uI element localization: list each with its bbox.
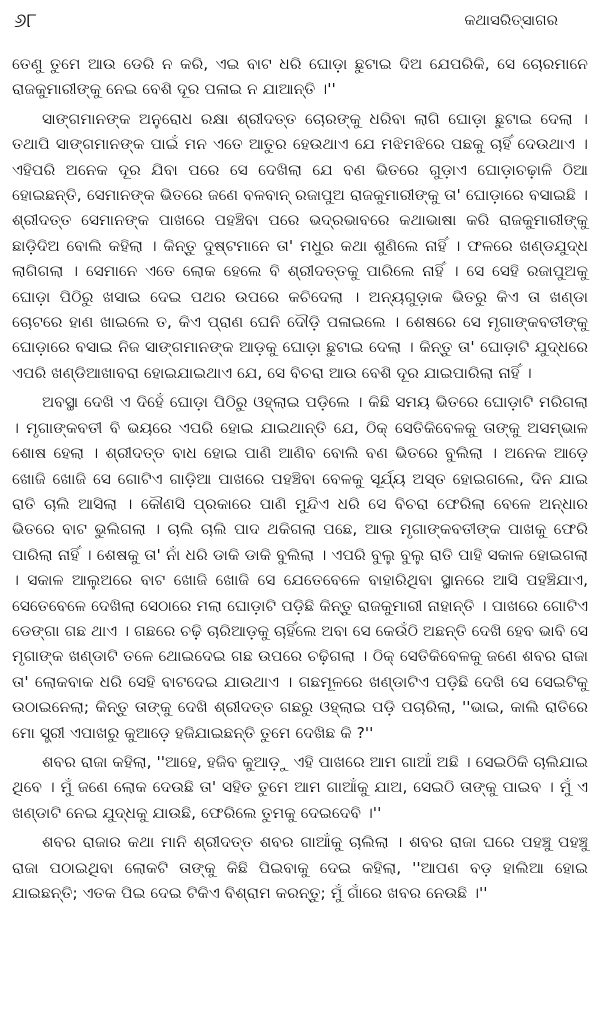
page-number: ୬୮ bbox=[14, 8, 37, 32]
page-header bbox=[12, 0, 588, 40]
paragraph: ଅବସ୍ଥା ଦେଖି ଏ ଦିହେଁ ଘୋଡ଼ା ପିଠିରୁ ଓହ୍ଲାଇ ପଡ଼ିଲେ । କିଛି ସମୟ ଭିତରେ ଘୋଡ଼ାଟି ମରିଗଲା । ମୃଗାଙ୍କବତୀ ବି ଭୟରେ ଏପରି ହୋଇ ଯାଇଥାନ୍ତି ଯେ, ଠିକ୍ ସେତିକିବେଳକୁ ତାଙ୍କୁ ଅସମ୍ଭାଳ ଶୋଷ ହେଲା । ଶ୍ରୀଦତ୍ତ ବାଧ ହୋଇ ପାଣି ଆଣିବ ବୋଲି ବଣ ଭିତରେ ବୁଲିଲା । ଅନେକ ଆଡ଼େ ଖୋଜି ଖୋଜି ସେ ଗୋଟିଏ ଗାଡ଼ିଆ ପାଖରେ ପହଞ୍ଚିବା ବେଳକୁ ସୂର୍ଯ୍ୟ ଅସ୍ତ ହୋଇଗଲେ, ଦିନ ଯାଇ ରାତି ଚାଲି ଆସିଲା । କୌଣସି ପ୍ରକାରେ ପାଣି ମୁନ୍ଦିଏ ଧରି ସେ ବିଚରା ଫେରିଲା ବେଳେ ଅନ୍ଧାର ଭିତରେ ବାଟ ଭୁଲିଗଲା । ଚାଲି ଚାଲି ପାଦ ଥକିଗଲା ପଛେ, ଆଉ ମୃଗାଙ୍କବତୀଙ୍କ ପାଖକୁ ଫେରି ପାରିଲା ନାହିଁ । ଶେଷକୁ ତା' ନାଁ ଧରି ଡାକି ଡାକି ବୁଲିଲା । ଏପରି ବୁଲୁ ବୁଲୁ ରାତି ପାହି ସକାଳ ହୋଇଗଲା । ସକାଳ ଆଲୁଅରେ ବାଟ ଖୋଜି ଖୋଜି ସେ ଯେତେବେଳେ ବାହାରିଥିବା ସ୍ଥାନରେ ଆସି ପହଞ୍ଚିଯାଏ, ସେତେବେଳେ ଦେଖିଲା ସେଠାରେ ମଲା ଘୋଡ଼ାଟି ପଡ଼ିଛି କିନ୍ତୁ ରାଜକୁମାରୀ ନାହାନ୍ତି । ପାଖରେ ଗୋଟିଏ ଡେଙ୍ଗା ଗଛ ଥାଏ । ଗଛରେ ଚଢ଼ି ଚାରିଆଡ଼କୁ ଚାହିଁଲେ ଅବା ସେ କେଉଁଠି ଅଛନ୍ତି ଦେଖି ହେବ ଭାବି ସେ ମୃଗାଙ୍କ ଖଣ୍ଡାଟି ତଳେ ଥୋଇଦେଇ ଗଛ ଉପରେ ଚଢ଼ିଗଲା । ଠିକ୍ ସେତିକିବେଳକୁ ଜଣେ ଶବର ରାଜା ତା' ଲୋକବାକ ଧରି ସେହି ବାଟଦେଇ ଯାଉଥାଏ । ଗଛମୂଳରେ ଖଣ୍ଡାଟିଏ ପଡ଼ିଛି ଦେଖି ସେ ସେଇଟିକୁ ଉଠାଇନେଲା; କିନ୍ତୁ ତାଙ୍କୁ ଦେଖି ଶ୍ରୀଦତ୍ତ ଗଛରୁ ଓହ୍ଲାଇ ପଡ଼ି ପଚାରିଲା, ''ଭାଇ, କାଲି ରାତିରେ ମୋ ସ୍ତ୍ରୀ ଏପାଖରୁ କୁଆଡ଼େ ହଜିଯାଇଛନ୍ତି ତୁମେ ଦେଖିଛ କି ?'' bbox=[12, 393, 588, 742]
body-text bbox=[12, 52, 588, 906]
paragraph: ଶବର ରାଜା କହିଲା, ''ଆହେ, ହଜିବ କୁଆଡ଼ୁ ଏହି ପାଖରେ ଆମ ଗାଆଁ ଅଛି । ସେଇଠିକି ଚାଲିଯାଇ ଥିବେ । ମୁଁ ଜଣେ ଲୋକ ଦେଉଛି ତା' ସହିତ ତୁମେ ଆମ ଗାଆଁକୁ ଯାଅ, ସେଇଠି ତାଙ୍କୁ ପାଇବ । ମୁଁ ଏ ଖଣ୍ଡାଟି ନେଇ ଯୁଦ୍ଧକୁ ଯାଉଛି, ଫେରିଲେ ତୁମକୁ ଦେଇଦେବି ।'' bbox=[12, 752, 588, 822]
paragraph: ଶବର ରାଜାର କଥା ମାନି ଶ୍ରୀଦତ୍ତ ଶବର ଗାଆଁକୁ ଚାଲିଲା । ଶବର ରାଜା ଘରେ ପହଞ୍ଚୁ ପହଞ୍ଚୁ ରାଜା ପଠାଇଥିବା ଲୋକଟି ତାଙ୍କୁ କିଛି ପିଇବାକୁ ଦେଇ କହିଲା, ''ଆପଣ ବଡ଼ ହାଲିଆ ହୋଇ ଯାଇଛନ୍ତି; ଏତକ ପିଇ ଦେଇ ଟିକିଏ ବିଶ୍ରାମ କରନ୍ତୁ; ମୁଁ ଗାଁରେ ଖବର ନେଉଛି ।'' bbox=[12, 833, 588, 902]
paragraph: ତେଣୁ ତୁମେ ଆଉ ଡେରି ନ କରି, ଏଇ ବାଟ ଧରି ଘୋଡ଼ା ଛୁଟାଇ ଦିଅ ଯେପରିକି, ସେ ଚୋରମାନେ ରାଜକୁମାରୀଙ୍କୁ ନେଇ ବେଶି ଦୂର ପଳାଇ ନ ଯାଆନ୍ତି ।'' bbox=[12, 55, 588, 99]
paragraph: ସାଙ୍ଗମାନଙ୍କ ଅନୁରୋଧ ରକ୍ଷା ଶ୍ରୀଦତ୍ତ ଚୋରଙ୍କୁ ଧରିବା ଲାଗି ଘୋଡ଼ା ଛୁଟାଇ ଦେଲା । ତଥାପି ସାଙ୍ଗମାନଙ୍କ ପାଇଁ ମନ ଏତେ ଆତୁର ହେଉଥାଏ ଯେ ମଝିମଝିରେ ପଛକୁ ଚାହିଁ ଦେଉଥାଏ । ଏହିପରି ଅନେକ ଦୂର ଯିବା ପରେ ସେ ଦେଖିଲା ଯେ ବଣ ଭିତରେ ଗୁଡ଼ାଏ ଘୋଡ଼ାଚଢ଼ାଳି ଠିଆ ହୋଇଛନ୍ତି, ସେମାନଙ୍କ ଭିତରେ ଜଣେ ବଳବାନ୍ ରଜାପୁଅ ରାଜକୁମାରୀଙ୍କୁ ତା' ଘୋଡ଼ାରେ ବସାଇଛି । ଶ୍ରୀଦତ୍ତ ସେମାନଙ୍କ ପାଖରେ ପହଞ୍ଚିବା ପରେ ଭଦ୍ରଭାବରେ କଥାଭାଷା କରି ରାଜକୁମାରୀଙ୍କୁ ଛାଡ଼ିଦିଅ ବୋଲି କହିଲା । କିନ୍ତୁ ଦୁଷ୍ଟମାନେ ତା' ମଧୁର କଥା ଶୁଣିଲେ ନାହିଁ । ଫଳରେ ଖଣ୍ଡଯୁଦ୍ଧ ଲାଗିଗଲା । ସେମାନେ ଏତେ ଲୋକ ହେଲେ ବି ଶ୍ରୀଦତ୍ତକୁ ପାରିଲେ ନାହିଁ । ସେ ସେହି ରଜାପୁଅକୁ ଘୋଡ଼ା ପିଠିରୁ ଖସାଇ ଦେଇ ପଥର ଉପରେ କଚିଦେଲା । ଅନ୍ୟଗୁଡ଼ାକ ଭିତରୁ କିଏ ତା ଖଣ୍ଡା ଚୋଟରେ ହାଣ ଖାଇଲେ ତ, କିଏ ପ୍ରାଣ ଘେନି ଦୌଡ଼ି ପଳାଇଲେ । ଶେଷରେ ସେ ମୃଗାଙ୍କବତୀଙ୍କୁ ଘୋଡ଼ାରେ ବସାଇ ନିଜ ସାଙ୍ଗମାନଙ୍କ ଆଡ଼କୁ ଘୋଡ଼ା ଛୁଟାଇ ଦେଲା । କିନ୍ତୁ ତା' ଘୋଡ଼ାଟି ଯୁଦ୍ଧରେ ଏପରି ଖଣ୍ଡିଆଖାବରା ହୋଇଯାଇଥାଏ ଯେ, ସେ ବିଚରା ଆଉ ବେଶି ଦୂର ଯାଇପାରିଲା ନାହିଁ । bbox=[12, 109, 588, 382]
running-title: କଥାସରିତ୍‌ସାଗର bbox=[464, 11, 558, 29]
